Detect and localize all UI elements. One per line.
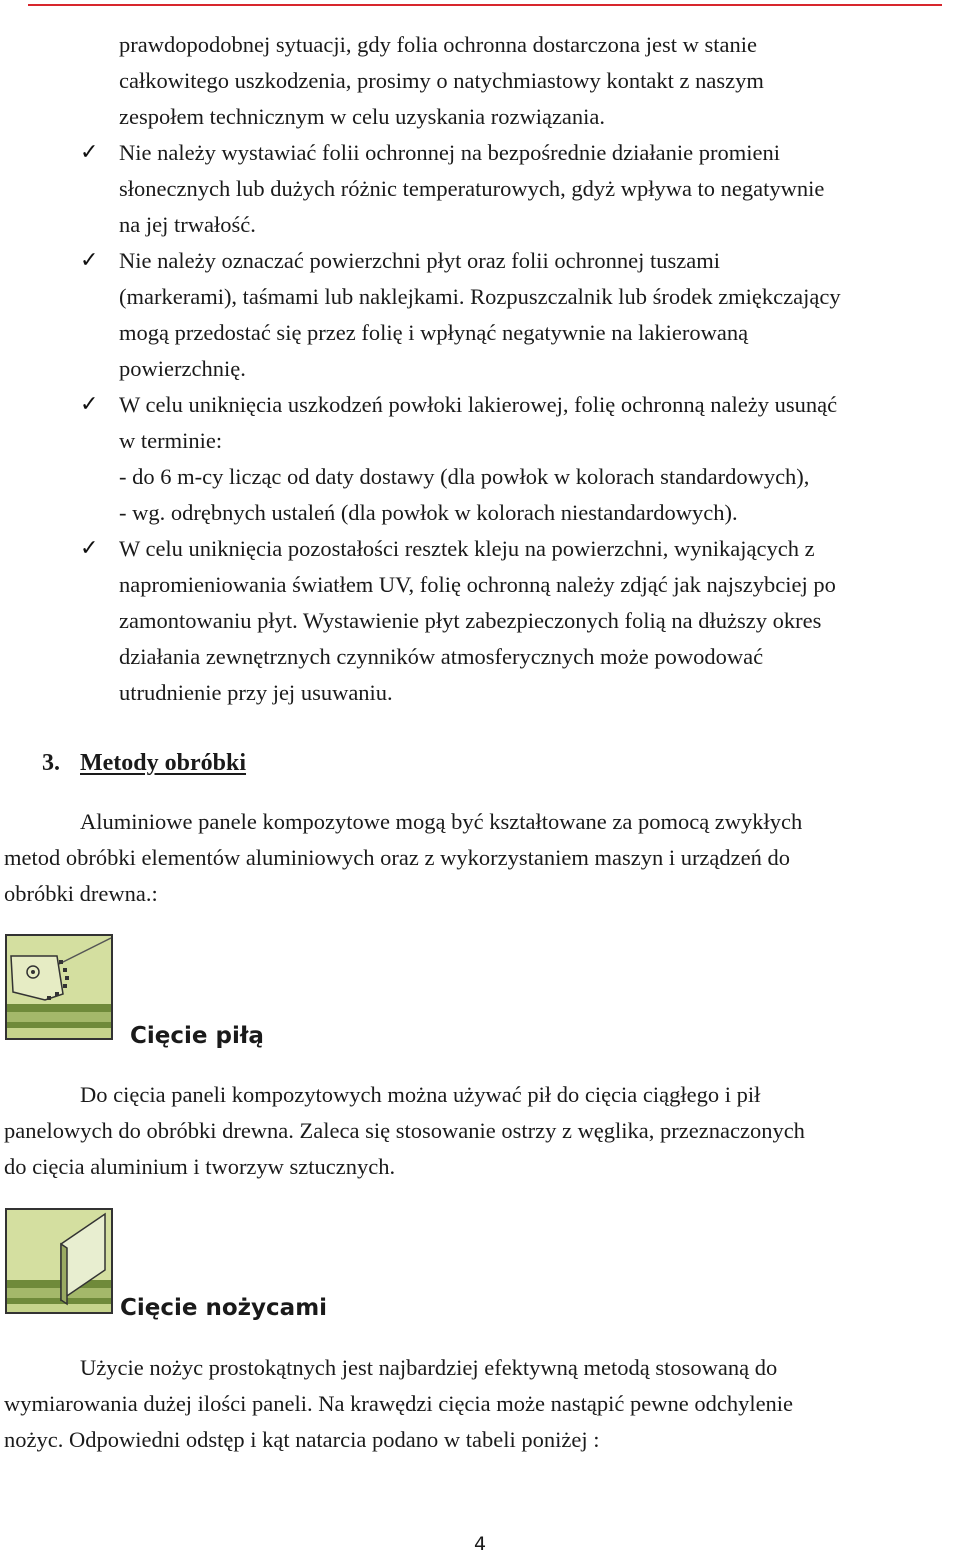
bullet-line: Nie należy wystawiać folii ochronnej na bezpośrednie działanie promieni <box>119 140 780 165</box>
bullet-line: działania zewnętrznych czynników atmosferycznych może powodować <box>119 644 764 669</box>
page-number: 4 <box>473 1533 487 1555</box>
intro-line: prawdopodobnej sytuacji, gdy folia ochronna dostarczona jest w stanie <box>119 32 757 57</box>
saw-heading: Cięcie piłą <box>130 1023 264 1049</box>
header-rule <box>28 4 942 6</box>
bullet-line: słonecznych lub dużych różnic temperaturowych, gdyż wpływa to negatywnie <box>119 176 825 201</box>
bullet-line: - wg. odrębnych ustaleń (dla powłok w kolorach niestandardowych). <box>119 500 738 525</box>
shear-blade-icon <box>5 1208 113 1314</box>
section-number: 3. <box>42 750 60 776</box>
bullet-line: w terminie: <box>119 428 223 453</box>
bullet-line: Nie należy oznaczać powierzchni płyt oraz folii ochronnej tuszami <box>119 248 720 273</box>
paragraph-line: obróbki drewna.: <box>4 881 158 906</box>
bullet-line: napromieniowania światłem UV, folię ochronną należy zdjąć jak najszybciej po <box>119 572 836 597</box>
bullet-line: - do 6 m-cy licząc od daty dostawy (dla powłok w kolorach standardowych), <box>119 464 810 489</box>
paragraph-line: Do cięcia paneli kompozytowych można używać pił do cięcia ciągłego i pił <box>80 1082 761 1107</box>
bullet-line: mogą przedostać się przez folię i wpłynąć negatywnie na lakierowaną <box>119 320 749 345</box>
bullet-line: powierzchnię. <box>119 356 246 381</box>
paragraph-line: metod obróbki elementów aluminiowych oraz z wykorzystaniem maszyn i urządzeń do <box>4 845 791 870</box>
paragraph-line: Użycie nożyc prostokątnych jest najbardziej efektywną metodą stosowaną do <box>80 1355 778 1380</box>
checkmark-icon: ✓ <box>80 248 99 273</box>
bullet-line: na jej trwałość. <box>119 212 256 237</box>
section-heading <box>42 745 246 781</box>
checkmark-icon: ✓ <box>80 536 99 561</box>
section-title: Metody obróbki <box>80 750 247 776</box>
bullet-line: W celu uniknięcia pozostałości resztek kleju na powierzchni, wynikających z <box>119 536 815 561</box>
paragraph-line: Aluminiowe panele kompozytowe mogą być kształtowane za pomocą zwykłych <box>80 809 803 834</box>
saw-blade-icon <box>5 934 113 1040</box>
checkmark-icon: ✓ <box>80 392 99 417</box>
bullet-line: (markerami), taśmami lub naklejkami. Rozpuszczalnik lub środek zmiękczający <box>119 284 841 309</box>
bullet-line: zamontowaniu płyt. Wystawienie płyt zabezpieczonych folią na dłuższy okres <box>119 608 822 633</box>
intro-line: zespołem technicznym w celu uzyskania rozwiązania. <box>119 104 606 129</box>
bullet-line: W celu uniknięcia uszkodzeń powłoki lakierowej, folię ochronną należy usunąć <box>119 392 838 417</box>
paragraph-line: do cięcia aluminium i tworzyw sztucznych. <box>4 1154 396 1179</box>
checkmark-icon: ✓ <box>80 140 99 165</box>
paragraph-line: panelowych do obróbki drewna. Zaleca się stosowanie ostrzy z węglika, przeznaczonych <box>4 1118 805 1143</box>
paragraph-line: nożyc. Odpowiedni odstęp i kąt natarcia podano w tabeli poniżej : <box>4 1427 600 1452</box>
shears-heading: Cięcie nożycami <box>120 1295 328 1321</box>
bullet-line: utrudnienie przy jej usuwaniu. <box>119 680 393 705</box>
intro-line: całkowitego uszkodzenia, prosimy o natychmiastowy kontakt z naszym <box>119 68 764 93</box>
paragraph-line: wymiarowania dużej ilości paneli. Na krawędzi cięcia może nastąpić pewne odchylenie <box>4 1391 794 1416</box>
